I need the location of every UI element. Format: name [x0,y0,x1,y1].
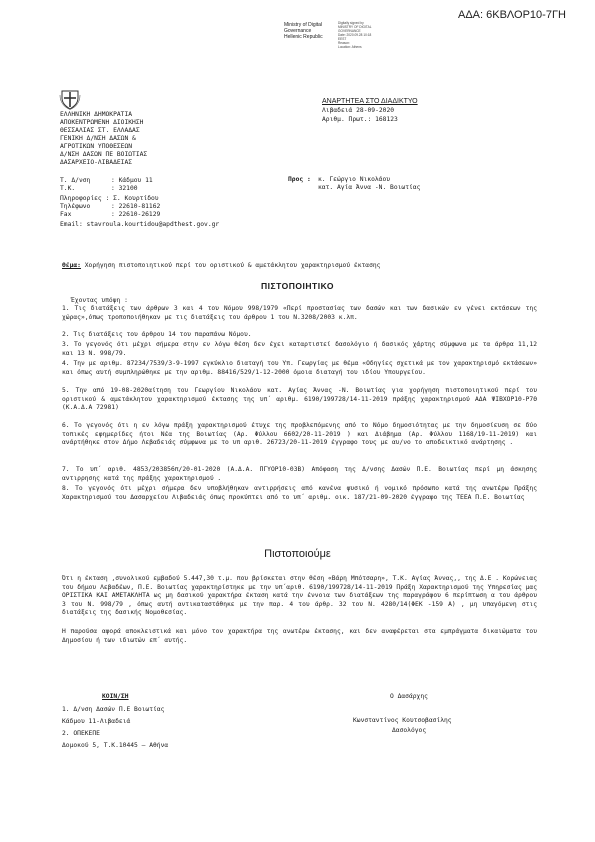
distribution-item: Κάδμου 11-Λιβαδειά [62,718,131,725]
item-5: 5. Την από 19-08-2020αίτηση του Γεωργίου Νικολάου κατ. Αγίας Άννας -Ν. Βοιωτίας για χορήγηση πιστοποιητικού περί του οριστικού & αμετάκλητου χαρακτηρισμού έκτασης της υπ΄ αριθμ. 6190/199728/14-11-2019 πράξης χαρακτηρισμού ΑΔΑ ΨΙΒΧΟΡ10-Ρ7Θ (Κ.Α.Δ.Α 72981) [62,387,537,412]
having-seen-label: Έχοντας υπόψη : [71,297,128,304]
contact-block [60,177,219,229]
tk-label: Τ.Κ. [60,185,76,192]
greek-emblem-icon [59,88,81,110]
ada-number: ΑΔΑ: 6ΚΒΛΟΡ10-7ΓΗ [458,9,566,21]
fax-value: : 22610-26129 [111,211,161,218]
email-link[interactable]: Email: stavroula.kourtidou@apdthest.gov.gr [60,221,220,228]
stamp-line: Reason: [338,41,350,45]
sender-block [60,111,147,167]
stamp-line: GOVERNANCE [338,29,361,33]
certify-paragraph-2: Η παρούσα αφορά αποκλειστικά και μόνο τον χαρακτήρα της ανωτέρω έκτασης, και δεν αναφέρεται στα εμπράγματα δικαιώματα του Δημοσίου ή των ιδιωτών επ΄ αυτής. [62,628,537,644]
certify-title: Πιστοποιούμε [264,548,331,560]
address-label: Τ. Δ/νση [60,177,91,184]
stamp-line: MINISTRY OF DIGITAL [338,25,372,29]
sender-line: ΓΕΝΙΚΗ Δ/ΝΣΗ ΔΑΣΩΝ & [60,135,136,142]
sender-line: ΘΕΣΣΑΛΙΑΣ ΣΤ. ΕΛΛΑΔΑΣ [60,127,140,134]
subject-text: Χορήγηση πιστοποιητικού περί του οριστικού & αμετάκλητου χαρακτηρισμού έκτασης [84,262,381,269]
item-8: 8. Το γεγονός ότι μέχρι σήμερα δεν υποβλήθηκαν αντιρρήσεις από κανένα φυσικό ή νομικό πρόσωπο κατά της ανωτέρω Πράξης Χαρακτηρισμού του Δασαρχείου Λιβαδειάς όπως προκύπτει από το υπ΄ αριθμ. οικ. 187/21-09-2020 έγγραφο της ΤΕΕΑ Π.Ε. Βοιωτίας [62,485,537,501]
ministry-line: Hellenic Republic [284,34,323,40]
signature-title: Δασολόγος [392,727,427,734]
signature-name: Κωνσταντίνος Κουτσοβασίλης [353,717,452,724]
item-3: 3. Το γεγονός ότι μέχρι σήμερα στην εν λόγω θέση δεν έχει καταρτιστεί δασολόγιο ή δασικός χάρτης σύμφωνα με τα άρθρα 11,12 και 13 Ν. 998/79. [62,341,537,357]
distribution-title: ΚΟΙΝ/ΣΗ [102,693,129,700]
ministry-block [284,22,323,40]
distribution-item: 1. Δ/νση Δασών Π.Ε Βοιωτίας [62,706,165,713]
digital-signature-stamp [338,21,371,49]
ministry-line: Ministry of Digital [284,22,323,28]
subject-label: Θέμα: [62,262,81,269]
subject-line [62,262,380,270]
certify-paragraph: Ότι η έκταση ,συνολικού εμβαδού 5.447,30 τ.μ. που βρίσκεται στην θέση «Βάρη Μπότσαρη», Τ.Κ. Αγίας Άννας,, της Δ.Ε . Κορώνειας του δήμου Λεβαδέων, Π.Ε. Βοιωτίας χαρακτηρίστηκε με την υπ΄αριθ. 6190/199728/14-11-2019 Πράξη Χαρακτηρισμού της Υπηρεσίας μας ΟΡΙΣΤΙΚΑ ΚΑΙ ΑΜΕΤΑΚΛΗΤΑ ως μη δασικού χαρακτήρα έκταση κατά την έννοια των διατάξεων της παραγράφου 6 περίπτωση α του άρθρου 3 του Ν. 998/79 , όπως αυτή αντικαταστάθηκε με την παρ. 4 του άρθρ. 32 του Ν. 4280/14(ΦΕΚ -159 Α) , μη υπαγόμενη στις διατάξεις της δασικής Νομοθεσίας. [62,575,537,617]
sender-line: Δ/ΝΣΗ ΔΑΣΩΝ ΠΕ ΒΟΙΩΤΙΑΣ [60,151,148,158]
tk-value: : 32100 [111,185,138,192]
stamp-line: Location: Athens [338,45,362,49]
recipient-label: Προς : [288,176,311,183]
item-6: 6. Το γεγονός ότι η εν λόγω πράξη χαρακτηρισμού έτυχε της προβλεπόμενης από το Νόμο δημοσιότητας με την δημοσίευση σε δύο τοπικές εφημερίδες ήτοι Νέα της Βοιωτίας (Αρ. Φύλλου 6602/20-11-2019 ) και Διάβημα (Αρ. Φύλλου 1168/19-11-2019) και ανάρτήθηκε στον Δήμο Λεβαδειάς σύμφωνα με το υπ αριθ. 26723/20-11-2019 έγγραφο τους με αυ/νο το αποδεικτικό ανάρτησης . [62,422,537,447]
document-date: Λιβαδειά 28-09-2020 [322,107,395,114]
distribution-item: 2. ΟΠΕΚΕΠΕ [62,730,100,737]
stamp-line: Date: 2020.09.28 10:18 [338,33,372,37]
recipient-address: κατ. Αγία Άννα -Ν. Βοιωτίας [318,184,421,191]
address-value: : Κάδμου 11 [111,177,153,184]
distribution-item: Δομοκού 5, Τ.Κ.10445 – Αθήνα [62,742,169,749]
distribution-list [62,704,168,752]
item-2: 2. Τις διατάξεις του άρθρου 14 του παραπάνω Νόμου. [62,331,252,338]
sender-line: ΕΛΛΗΝΙΚΗ ΔΗΜΟΚΡΑΤΙΑ [60,111,133,118]
sender-line: ΑΓΡΟΤΙΚΩΝ ΥΠΟΘΕΣΕΩΝ [60,143,133,150]
sender-line: ΑΠΟΚΕΝΤΡΩΜΕΝΗ ΔΙΟΙΚΗΣΗ [60,119,144,126]
protocol-number: Αριθμ. Πρωτ.: 168123 [322,116,398,123]
phone-label: Τηλέφωνο [60,203,91,210]
ministry-line: Governance [284,28,312,34]
item-4: 4. Την με αριθμ. 87234/7539/3-9-1997 εγκύκλιο διαταγή του Υπ. Γεωργίας με θέμα «Οδηγίες σχετικά με τον χαρακτηρισμό εκτάσεων» και όπως αυτή συμπληρώθηκε με την αριθμ. 88416/529/1-12-2000 όμοια διαταγή του ιδίου Υπουργείου. [62,360,537,376]
stamp-line: EEST [338,37,347,41]
sender-line: ΔΑΣΑΡΧΕΙΟ-ΛΙΒΑΔΕΙΑΣ [60,159,133,166]
publish-notice: ΑΝΑΡΤΗΤΕΑ ΣΤΟ ΔΙΑΔΙΚΤΥΟ [322,98,418,105]
item-1: 1. Τις διατάξεις των άρθρων 3 και 4 του Νόμου 998/1979 «Περί προστασίας των δασών και των δασικών εν γένει εκτάσεων της χώρας»,όπως τροποποιήθηκαν με τις διατάξεις του άρθρου 1 του Ν.3208/2003 κ.λπ. [62,305,537,321]
signature-role: Ο Δασάρχης [390,693,428,700]
fax-label: Fax [60,211,72,218]
phone-value: : 22610-81162 [111,203,161,210]
stamp-line: Digitally signed by [338,21,364,25]
item-7: 7. Το υπ΄ αριθ. 4853/203856π/20-01-2020 (Α.Δ.Α. ΠΓΥΟΡ10-03Β) Απόφαση της Δ/νσης Δασών Π.Ε. Βοιωτίας περί μη άσκησης αντιρρησης κατά της πράξης χαρακτηρισμού . [62,466,537,482]
certificate-title: ΠΙΣΤΟΠΟΙΗΤΙΚΟ [261,281,334,291]
recipient-name: κ. Γεώργιο Νικολάου [318,176,391,183]
info-line: Πληροφορίες : Σ. Κουρτίδου [60,195,159,202]
recipient-block [288,176,420,192]
